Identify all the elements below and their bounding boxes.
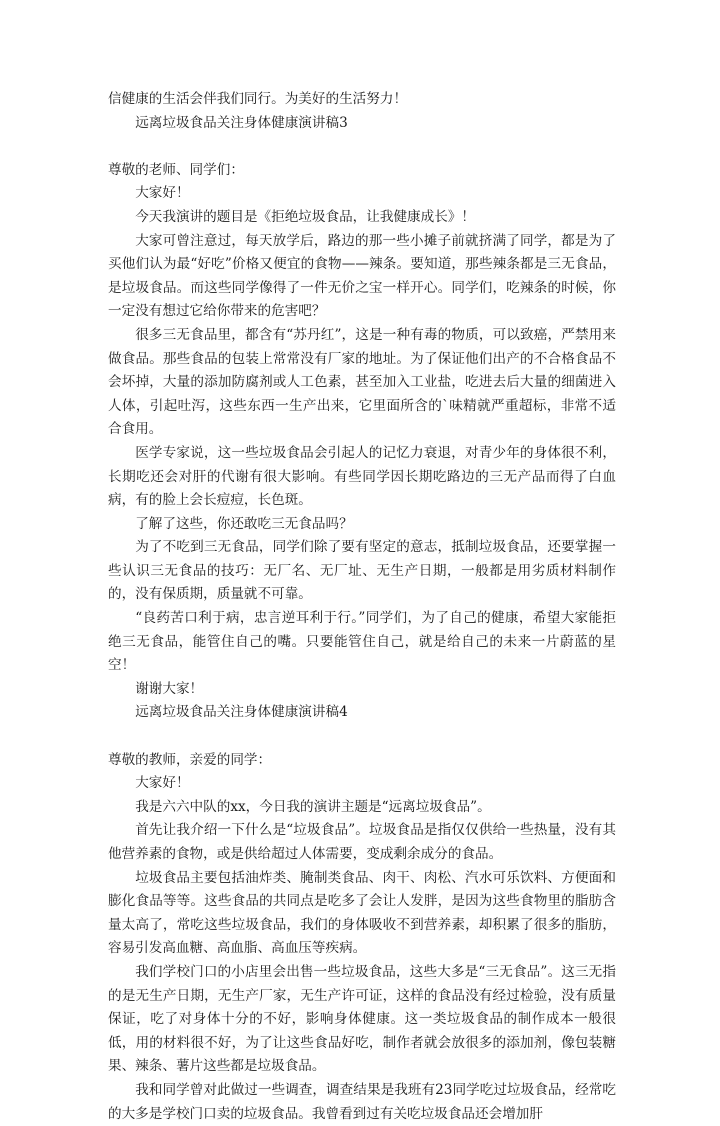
speech3-closing: 谢谢大家！: [135, 680, 204, 697]
speech4-paragraph: 我和同学曾对此做过一些调查，调查结果是我班有23同学吃过垃圾食品，经常吃的大多是学校门口卖的垃圾食品。我曾看到过有关吃垃圾食品还会增加肝: [108, 1081, 616, 1122]
speech4-title: 远离垃圾食品关注身体健康演讲稿4: [135, 704, 348, 721]
speech4-paragraph: 我是六六中队的xx，今日我的演讲主题是“远离垃圾食品”。: [135, 798, 491, 815]
speech3-paragraph: 大家可曾注意过，每天放学后，路边的那一些小摊子前就挤满了同学，都是为了买他们认为最“好吃”价格又便宜的食物——辣条。要知道，那些辣条都是三无食品，是垃圾食品。而这些同学像得了一件无价之宝一样开心。同学们，吃辣条的时候，你一定没有想过它给你带来的危害吧？: [108, 232, 616, 320]
speech3-paragraph: 医学专家说，这一些垃圾食品会引起人的记忆力衰退，对青少年的身体很不利，长期吃还会对肝的代谢有很大影响。有些同学因长期吃路边的三无产品而得了白血病，有的脸上会长痘痘，长色斑。: [108, 444, 616, 509]
speech3-paragraph: 为了不吃到三无食品，同学们除了要有坚定的意志，抵制垃圾食品，还要掌握一些认识三无食品的技巧：无厂名、无厂址、无生产日期，一般都是用劣质材料制作的，没有保质期，质量就不可靠。: [108, 539, 616, 603]
speech3-greeting: 大家好！: [135, 185, 190, 202]
speech4-paragraph: 我们学校门口的小店里会出售一些垃圾食品，这些大多是“三无食品”。这三无指的是无生产日期，无生产厂家，无生产许可证，这样的食品没有经过检验，没有质量保证，吃了对身体十分的不好，影响身体健康。这一类垃圾食品的制作成本一般很低，用的材料很不好，为了让这些食品好吃，制作者就会放很多的添加剂，像包装糖果、辣条、薯片这些都是垃圾食品。: [108, 963, 616, 1075]
document-page: [108, 88, 616, 1126]
speech3-paragraph: “良药苦口利于病，忠言逆耳利于行。”同学们，为了自己的健康，希望大家能拒绝三无食品，能管住自己的嘴。只要能管住自己，就是给自己的未来一片蔚蓝的星空！: [108, 610, 616, 674]
speech3-salutation: 尊敬的老师、同学们：: [108, 161, 244, 178]
speech3-paragraph: 了解了这些，你还敢吃三无食品吗？: [135, 515, 353, 532]
blank-line: [108, 725, 616, 749]
opening-line: 信健康的生活会伴我们同行。为美好的生活努力！: [108, 91, 408, 107]
speech3-paragraph: 今天我演讲的题目是《拒绝垃圾食品，让我健康成长》！: [135, 208, 476, 225]
speech3-title: 远离垃圾食品关注身体健康演讲稿3: [135, 114, 348, 131]
speech4-salutation: 尊敬的教师，亲爱的同学：: [108, 751, 272, 768]
blank-line: [108, 135, 616, 159]
speech4-greeting: 大家好！: [135, 775, 190, 792]
speech4-paragraph: 垃圾食品主要包括油炸类、腌制类食品、肉干、肉松、汽水可乐饮料、方便面和膨化食品等等。这些食品的共同点是吃多了会让人发胖，是因为这些食物里的脂肪含量太高了，常吃这些垃圾食品，我们的身体吸收不到营养素，却积累了很多的脂肪，容易引发高血糖、高血脂、高血压等疾病。: [108, 869, 616, 957]
speech3-paragraph: 很多三无食品里，都含有“苏丹红”，这是一种有毒的物质，可以致癌，严禁用来做食品。那些食品的包装上常常没有厂家的地址。为了保证他们出产的不合格食品不会坏掉，大量的添加防腐剂或人工色素，甚至加入工业盐，吃进去后大量的细菌进入人体，引起吐泻，这些东西一生产出来，它里面所含的`味精就严重超标，非常不适合食用。: [108, 326, 616, 438]
speech4-paragraph: 首先让我介绍一下什么是“垃圾食品”。垃圾食品是指仅仅供给一些热量，没有其他营养素的食物，或是供给超过人体需要，变成剩余成分的食品。: [108, 822, 616, 862]
